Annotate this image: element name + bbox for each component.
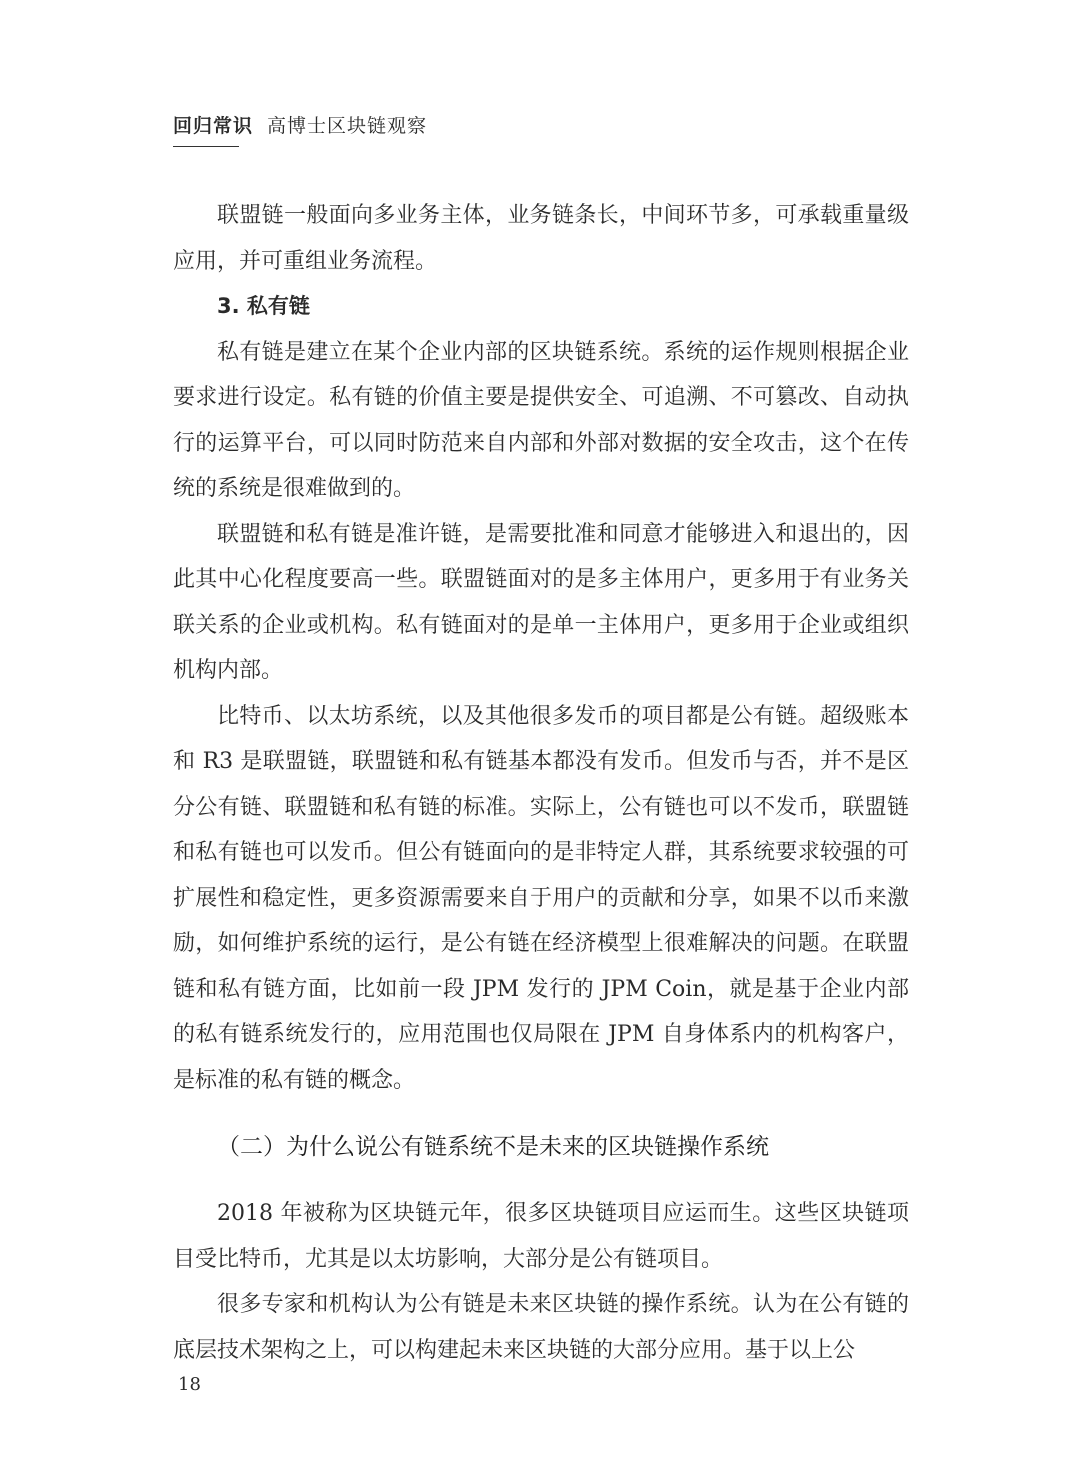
paragraph: 联盟链一般面向多业务主体，业务链条长，中间环节多，可承载重量级应用，并可重组业务流程。: [173, 203, 909, 274]
running-header: [173, 112, 427, 140]
section-heading: （二）为什么说公有链系统不是未来的区块链操作系统: [217, 1134, 769, 1160]
page-number: 18: [178, 1374, 201, 1395]
page-body: [173, 193, 909, 1373]
book-subtitle: 高博士区块链观察: [267, 115, 428, 137]
paragraph: 联盟链和私有链是准许链，是需要批准和同意才能够进入和退出的，因此其中心化程度要高一些。联盟链面对的是多主体用户，更多用于有业务关联关系的企业或机构。私有链面对的是单一主体用户，更多用于企业或组织机构内部。: [173, 521, 909, 683]
paragraph: 2018 年被称为区块链元年，很多区块链项目应运而生。这些区块链项目受比特币，尤其是以太坊影响，大部分是公有链项目。: [173, 1201, 909, 1272]
paragraph: 比特币、以太坊系统，以及其他很多发币的项目都是公有链。超级账本和 R3 是联盟链，联盟链和私有链基本都没有发币。但发币与否，并不是区分公有链、联盟链和私有链的标准。实际上，公有链也可以不发币，联盟链和私有链也可以发币。但公有链面向的是非特定人群，其系统要求较强的可扩展性和稳定性，更多资源需要来自于用户的贡献和分享，如果不以币来激励，如何维护系统的运行，是公有链在经济模型上很难解决的问题。在联盟链和私有链方面，比如前一段 JPM 发行的 JPM Coin，就是基于企业内部的私有链系统发行的，应用范围也仅局限在 JPM 自身体系内的机构客户，是标准的私有链的概念。: [173, 703, 909, 1093]
paragraph: 很多专家和机构认为公有链是未来区块链的操作系统。认为在公有链的底层技术架构之上，可以构建起未来区块链的大部分应用。基于以上公: [173, 1292, 909, 1363]
book-title: 回归常识: [173, 115, 254, 137]
subheading-private-chain: 3. 私有链: [217, 294, 310, 318]
paragraph: 私有链是建立在某个企业内部的区块链系统。系统的运作规则根据企业要求进行设定。私有链的价值主要是提供安全、可追溯、不可篡改、自动执行的运算平台，可以同时防范来自内部和外部对数据的安全攻击，这个在传统的系统是很难做到的。: [173, 339, 909, 501]
header-rule: [173, 146, 239, 147]
